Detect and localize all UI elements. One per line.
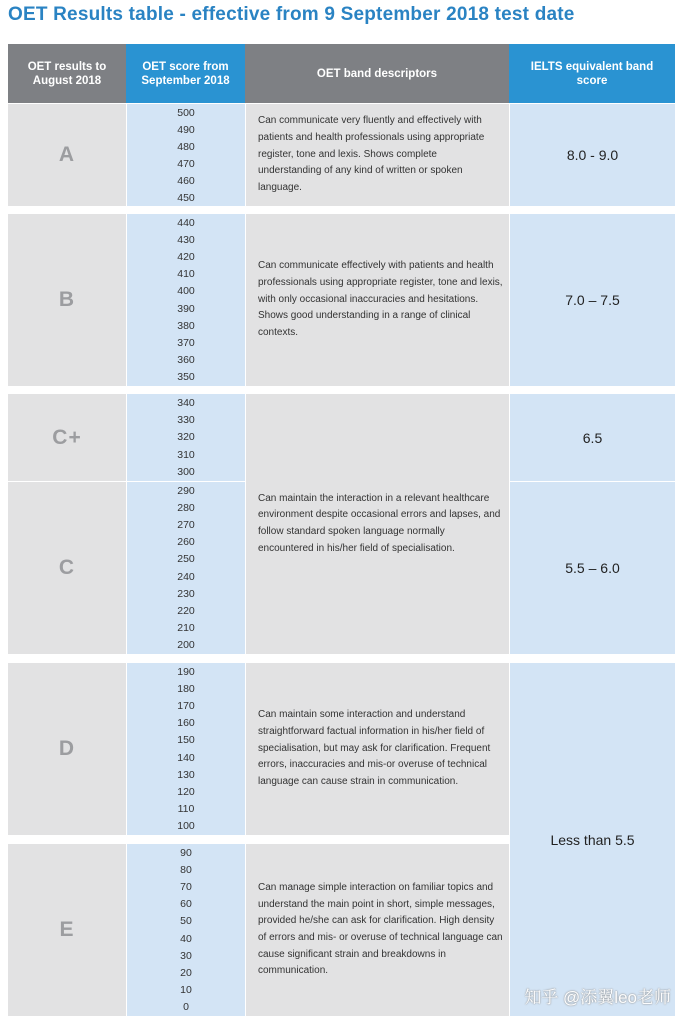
scores-a: 500 490 480 470 460 450 — [127, 104, 245, 206]
grade-c: C — [8, 482, 126, 654]
descriptor-e: Can manage simple interaction on familiar topics and understand the main point in short, simple messages, provided he/she can ask for clarification. High density of errors and mis- or overuse of technical language can cause significant strain and breakdowns in communication. — [246, 844, 509, 1016]
scores-e: 90 80 70 60 50 40 30 20 10 0 — [127, 844, 245, 1016]
scores-d: 190 180 170 160 150 140 130 120 110 100 — [127, 663, 245, 835]
ielts-de-group: Less than 5.5 — [510, 663, 675, 1016]
grade-a: A — [8, 104, 126, 206]
scores-c-plus: 340 330 320 310 300 — [127, 394, 245, 481]
header-band-descriptors: OET band descriptors — [245, 44, 509, 103]
descriptor-c-group: Can maintain the interaction in a relevant healthcare environment despite occasional errors and lapses, and follow standard spoken language normally encountered in his/her field of specialisation. — [246, 394, 509, 654]
score-divider — [127, 207, 245, 209]
scores-b: 440 430 420 410 400 390 380 370 360 350 — [127, 214, 245, 386]
header-ielts-equivalent: IELTS equivalent band score — [509, 44, 675, 103]
header-oet-score-from-september: OET score from September 2018 — [126, 44, 245, 103]
grade-d: D — [8, 663, 126, 835]
grade-b: B — [8, 214, 126, 386]
descriptor-b: Can communicate effectively with patients and health professionals using appropriate register, tone and lexis, with only occasional inaccuracies and hesitations. Shows good understanding in a range of clinical contexts. — [246, 214, 509, 386]
descriptor-d: Can maintain some interaction and understand straightforward factual information in his/her field of specialisation, but may ask for clarification. Frequent errors, inaccuracies and mis-or overuse of technical language can cause strain in communication. — [246, 663, 509, 835]
grade-c-plus: C+ — [8, 394, 126, 481]
watermark: 知乎 @添翼leo老师 — [524, 988, 671, 1007]
scores-c: 290 280 270 260 250 240 230 220 210 200 — [127, 482, 245, 654]
ielts-b: 7.0 – 7.5 — [510, 214, 675, 386]
header-oet-results-to-august: OET results to August 2018 — [8, 44, 126, 103]
ielts-c-plus: 6.5 — [510, 394, 675, 481]
ielts-c: 5.5 – 6.0 — [510, 482, 675, 654]
descriptor-a: Can communicate very fluently and effectively with patients and health professionals using appropriate register, tone and lexis. Shows complete understanding of any kind of written or spoken language. — [246, 104, 509, 206]
page-title: OET Results table - effective from 9 September 2018 test date — [8, 4, 575, 25]
grade-e: E — [8, 844, 126, 1016]
ielts-a: 8.0 - 9.0 — [510, 104, 675, 206]
